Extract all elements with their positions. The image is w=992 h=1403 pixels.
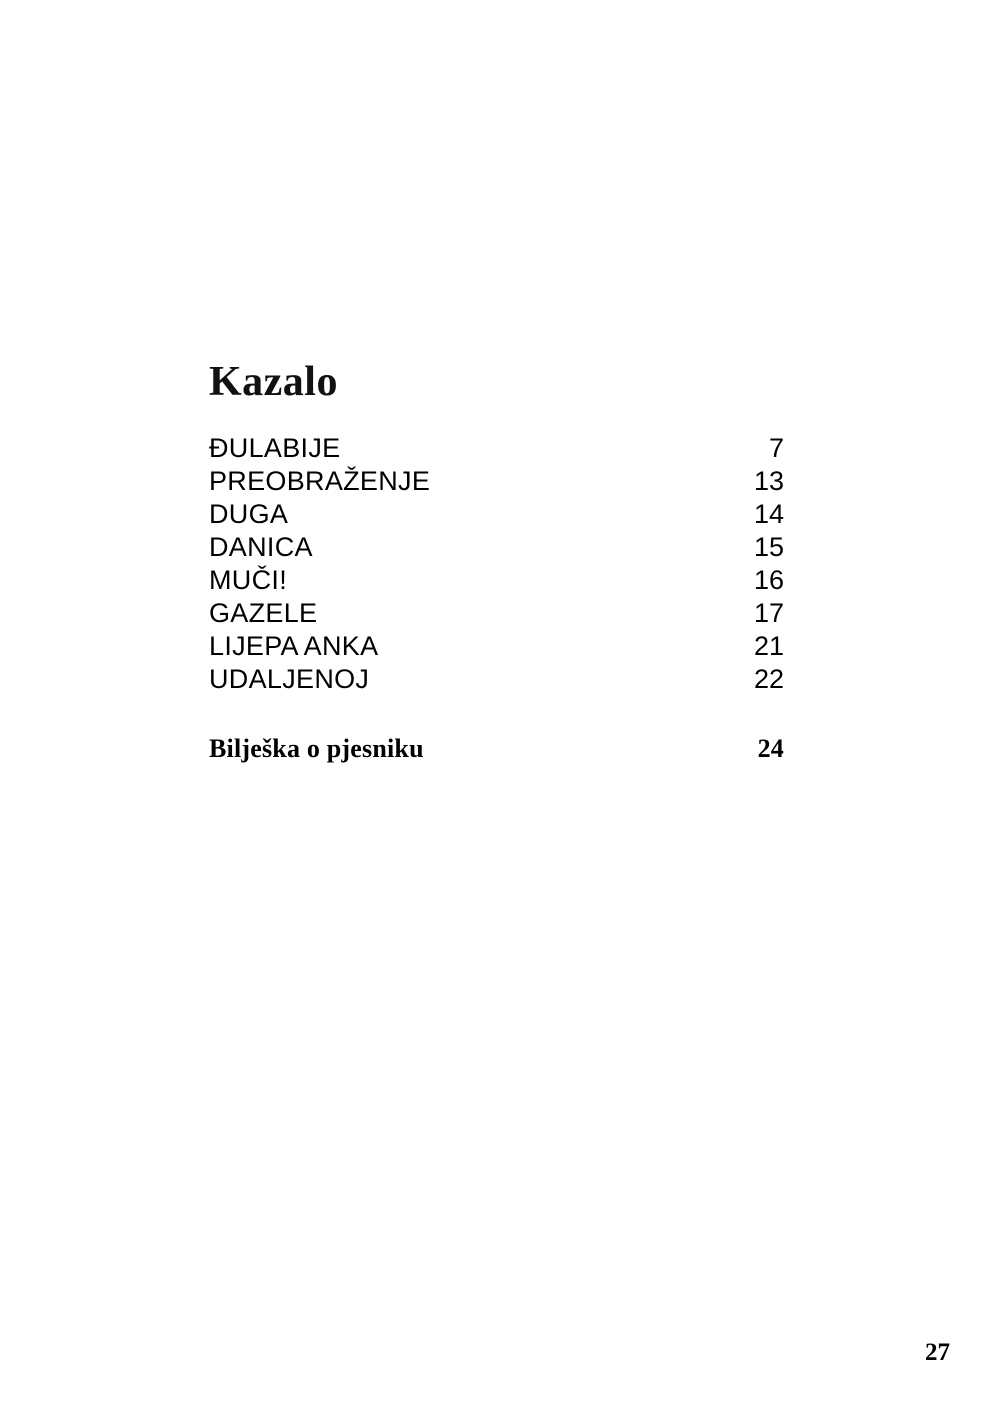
toc-entry-page: 22 xyxy=(753,664,784,694)
toc-entry[interactable] xyxy=(209,498,784,531)
toc-entry-title: Bilješka o pjesniku xyxy=(209,734,424,763)
toc-entry[interactable] xyxy=(209,597,784,630)
toc-entry-page: 16 xyxy=(753,565,784,595)
toc-entry-page: 14 xyxy=(753,499,784,529)
toc-entry[interactable] xyxy=(209,465,784,498)
toc-entry-title: DANICA xyxy=(209,532,313,562)
toc-entry[interactable] xyxy=(209,432,784,465)
toc-entry-title: GAZELE xyxy=(209,598,318,628)
toc-entry-page: 17 xyxy=(753,598,784,628)
toc-entry-title: DUGA xyxy=(209,499,289,529)
page-title: Kazalo xyxy=(209,359,338,406)
toc-entry-page: 15 xyxy=(753,532,784,562)
page-number: 27 xyxy=(925,1339,950,1366)
toc-entry-page: 21 xyxy=(753,631,784,661)
table-of-contents xyxy=(209,432,784,765)
toc-entry[interactable] xyxy=(209,564,784,597)
toc-entry-title: UDALJENOJ xyxy=(209,664,370,694)
toc-entry-title: PREOBRAŽENJE xyxy=(209,466,431,496)
toc-entry[interactable] xyxy=(209,663,784,696)
toc-entry-page: 13 xyxy=(753,466,784,496)
toc-entry-note[interactable] xyxy=(209,732,784,765)
toc-entry-page: 7 xyxy=(768,433,784,463)
toc-entry-title: ĐULABIJE xyxy=(209,433,341,463)
toc-entry-title: LIJEPA ANKA xyxy=(209,631,379,661)
toc-entry-title: MUČI! xyxy=(209,565,287,595)
toc-entry[interactable] xyxy=(209,531,784,564)
toc-entry-page: 24 xyxy=(757,734,784,763)
toc-entry[interactable] xyxy=(209,630,784,663)
